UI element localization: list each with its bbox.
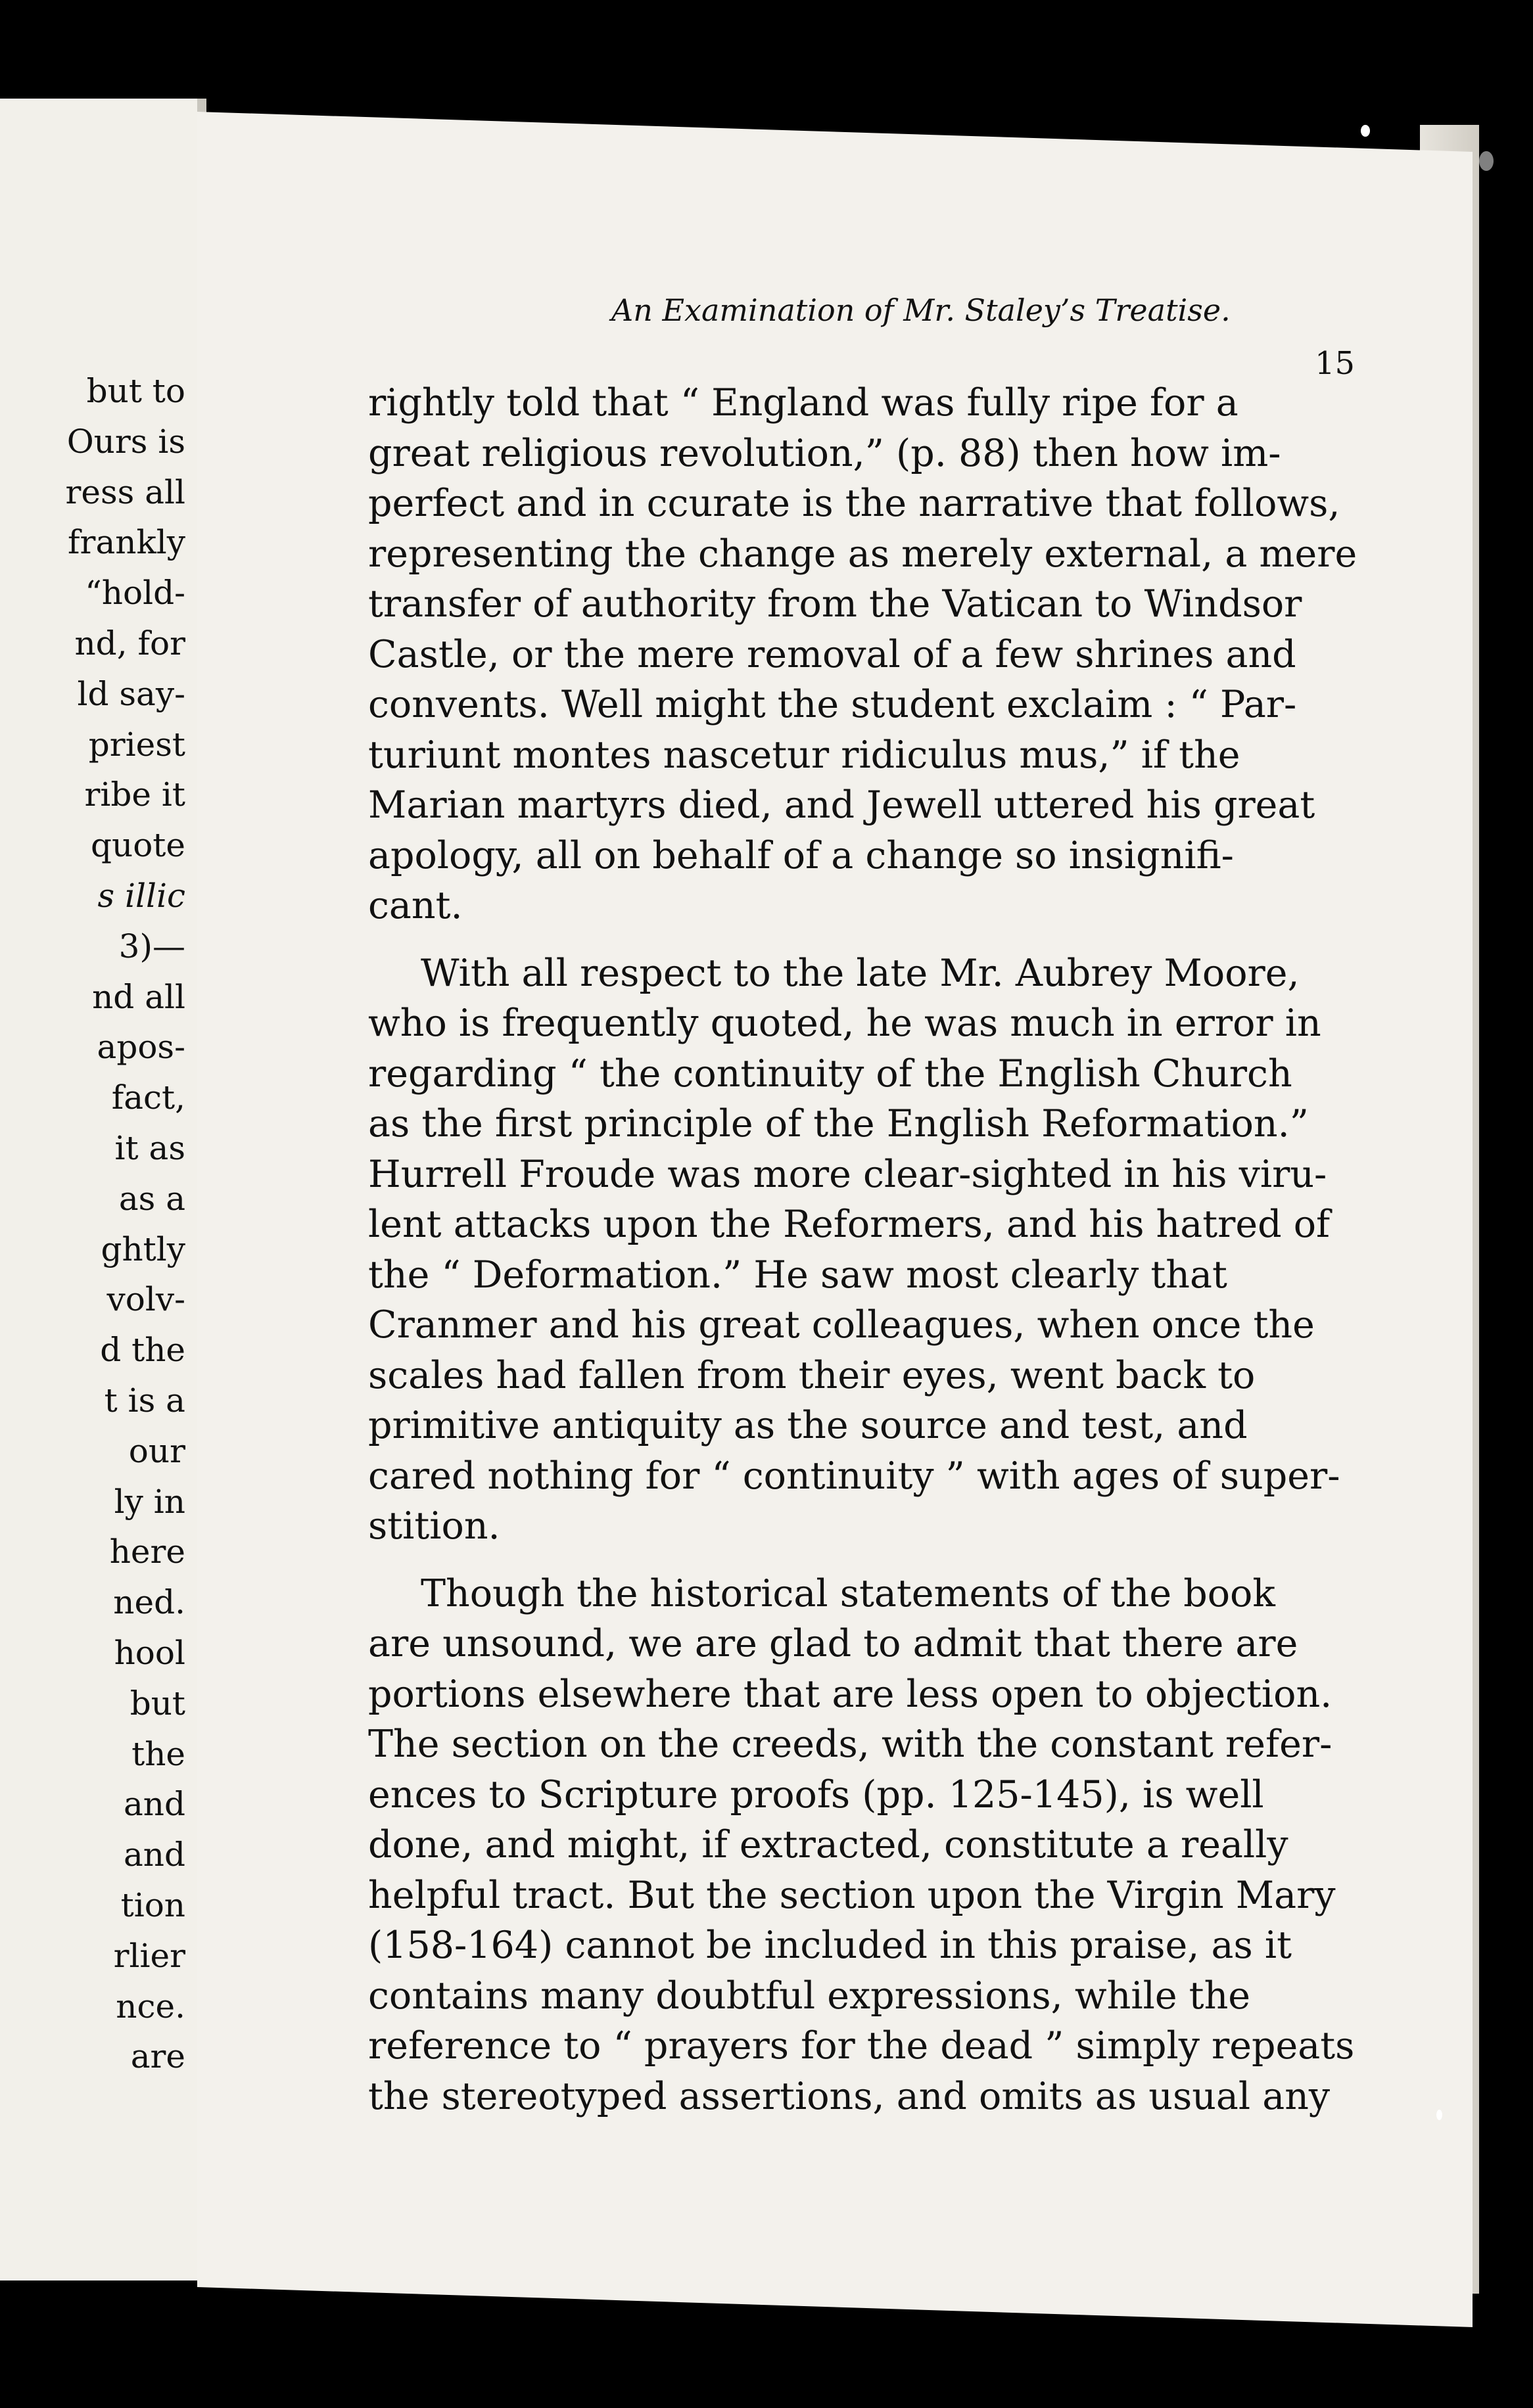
left-page-line: here xyxy=(109,1533,185,1571)
text-line: the “ Deformation.” He saw most clearly that xyxy=(368,1253,1227,1297)
left-page-line: are xyxy=(130,2037,185,2076)
text-line: the stereotyped assertions, and omits as usual any xyxy=(368,2074,1331,2118)
left-page-line: ned. xyxy=(113,1583,185,1622)
left-page-fragment xyxy=(0,99,197,2281)
scan-speck xyxy=(1436,2110,1442,2120)
left-page-line: ly in xyxy=(114,1482,185,1521)
text-line: stition. xyxy=(368,1504,500,1548)
left-page-line: ghtly xyxy=(101,1230,185,1268)
running-title: An Examination of Mr. Staley’s Treatise. xyxy=(611,292,1231,328)
text-line: ences to Scripture proofs (pp. 125-145), is well xyxy=(368,1772,1264,1817)
left-page-line: d the xyxy=(100,1331,185,1370)
text-line: Hurrell Froude was more clear-sighted in his viru- xyxy=(368,1152,1327,1196)
text-line: great religious revolution,” (p. 88) then how im- xyxy=(368,431,1281,475)
text-line: With all respect to the late Mr. Aubrey Moore, xyxy=(421,951,1300,995)
left-page-line: Ours is xyxy=(66,422,185,461)
text-line: as the first principle of the English Reformation.” xyxy=(368,1102,1309,1146)
left-page-line: hool xyxy=(114,1634,185,1672)
text-line: reference to “ prayers for the dead ” simply repeats xyxy=(368,2024,1355,2068)
text-line: cant. xyxy=(368,884,463,927)
text-line: convents. Well might the student exclaim : “ Par- xyxy=(368,683,1297,726)
paragraph-1 xyxy=(368,378,1357,931)
text-line: Castle, or the mere removal of a few shrines and xyxy=(368,632,1296,676)
left-page-line: rlier xyxy=(113,1936,185,1975)
text-line: rightly told that “ England was fully ripe for a xyxy=(368,381,1238,425)
left-page-line: nd, for xyxy=(74,624,185,662)
text-line: who is frequently quoted, he was much in error in xyxy=(368,1002,1321,1045)
left-page-line: volv- xyxy=(106,1280,185,1319)
text-line: scales had fallen from their eyes, went back to xyxy=(368,1353,1256,1397)
left-page-line: ress all xyxy=(65,473,185,511)
left-page-line: tion xyxy=(120,1886,185,1924)
main-text xyxy=(368,378,1357,2121)
text-line: cared nothing for “ continuity ” with ages of super- xyxy=(368,1454,1340,1498)
text-line: lent attacks upon the Reformers, and his hatred of xyxy=(368,1203,1331,1246)
left-page-line: s illic xyxy=(97,877,185,915)
left-page-line: as a xyxy=(118,1179,185,1218)
scan-speck xyxy=(1479,151,1494,171)
left-page-line: and xyxy=(123,1836,185,1874)
left-page-line: “hold- xyxy=(85,574,185,613)
text-line: perfect and in ccurate is the narrative that follows, xyxy=(368,482,1340,525)
left-page-line: t is a xyxy=(104,1381,185,1420)
left-page-line: frankly xyxy=(68,523,185,562)
left-page-line: but xyxy=(130,1684,185,1723)
text-line: representing the change as merely external, a mere xyxy=(368,532,1357,576)
text-line: helpful tract. But the section upon the Virgin Mary xyxy=(368,1873,1336,1917)
text-line: Cranmer and his great colleagues, when once the xyxy=(368,1303,1315,1347)
paragraph-2 xyxy=(368,948,1341,1552)
paragraph-3 xyxy=(368,1569,1355,2122)
text-line: transfer of authority from the Vatican to Windsor xyxy=(368,582,1302,626)
left-page-line: quote xyxy=(91,826,185,865)
left-page-line: the xyxy=(131,1734,185,1773)
text-line: done, and might, if extracted, constitute a really xyxy=(368,1823,1288,1866)
scan-speck xyxy=(1361,125,1370,137)
page-number: 15 xyxy=(1315,345,1356,382)
text-line: contains many doubtful expressions, while the xyxy=(368,1974,1251,2018)
text-line: portions elsewhere that are less open to objection. xyxy=(368,1672,1333,1716)
left-page-line: nd all xyxy=(92,977,185,1016)
left-page-line: our xyxy=(128,1431,185,1470)
left-page-line: nce. xyxy=(116,1987,185,2026)
text-line: The section on the creeds, with the constant refer- xyxy=(368,1723,1333,1766)
left-page-line: and xyxy=(123,1785,185,1824)
left-page-line: ribe it xyxy=(84,776,185,814)
left-page-line: priest xyxy=(88,725,185,764)
text-line: Though the historical statements of the book xyxy=(421,1571,1275,1615)
text-line: (158-164) cannot be included in this praise, as it xyxy=(368,1924,1292,1967)
left-page-line: 3)— xyxy=(118,927,185,965)
text-line: Marian martyrs died, and Jewell uttered his great xyxy=(368,783,1315,827)
left-page-line: apos- xyxy=(97,1028,185,1067)
left-page-line: fact, xyxy=(111,1078,185,1117)
left-page-line: ld say- xyxy=(77,674,185,713)
text-line: apology, all on behalf of a change so insignifi- xyxy=(368,833,1234,877)
text-line: regarding “ the continuity of the English Church xyxy=(368,1052,1292,1096)
text-line: turiunt montes nascetur ridiculus mus,” if the xyxy=(368,733,1240,777)
left-page-line: but to xyxy=(86,372,185,410)
left-page-line: it as xyxy=(114,1129,185,1167)
text-line: are unsound, we are glad to admit that there are xyxy=(368,1622,1298,1665)
text-line: primitive antiquity as the source and test, and xyxy=(368,1404,1248,1447)
